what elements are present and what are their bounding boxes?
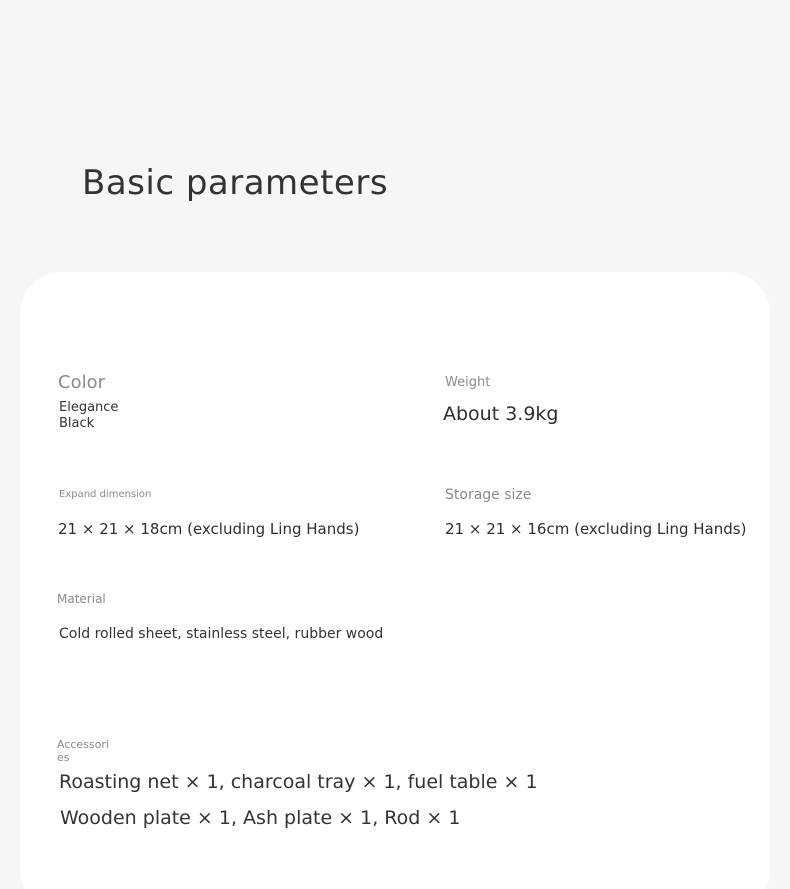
- accessories-label: Accessories: [57, 738, 109, 764]
- material-label: Material: [57, 592, 106, 606]
- color-label: Color: [58, 372, 105, 393]
- expand-dimension-label: Expand dimension: [59, 489, 152, 500]
- weight-value: About 3.9kg: [443, 403, 559, 425]
- section-title: Basic parameters: [82, 163, 389, 203]
- weight-label: Weight: [445, 375, 491, 390]
- accessories-line-1: Roasting net × 1, charcoal tray × 1, fuel table × 1: [59, 771, 538, 793]
- parameters-card: [20, 272, 770, 889]
- storage-size-value: 21 × 21 × 16cm (excluding Ling Hands): [445, 520, 747, 538]
- material-value: Cold rolled sheet, stainless steel, rubber wood: [59, 626, 384, 642]
- expand-dimension-value: 21 × 21 × 18cm (excluding Ling Hands): [58, 520, 360, 538]
- color-value: Elegance Black: [59, 400, 119, 431]
- storage-size-label: Storage size: [445, 487, 532, 503]
- accessories-line-2: Wooden plate × 1, Ash plate × 1, Rod × 1: [60, 807, 461, 829]
